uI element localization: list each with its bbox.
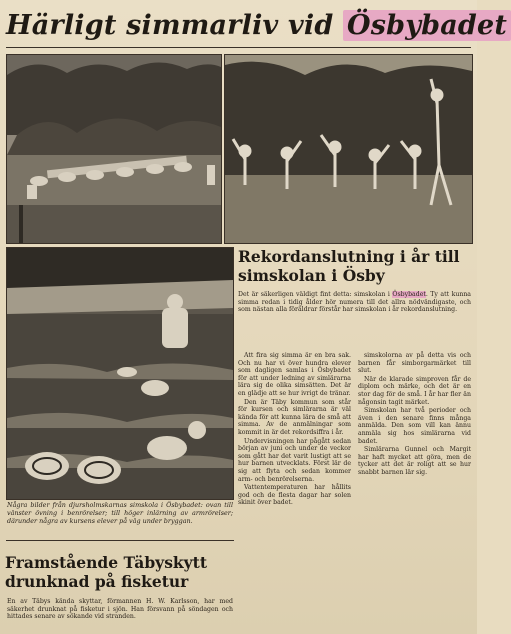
headline <box>6 6 508 46</box>
side-article-body: En av Täbys kända skyttar, förmannen H. W. Karlsson, har med säkerhet drunknat på fisketur i sjön. Han försvann på söndagen och hittades senare av sökande vid stranden. <box>7 598 233 621</box>
headline-highlight: Ösbybadet <box>343 10 511 41</box>
lead-text-before: Det är säkerligen väldigt fint detta: simskolan i <box>238 291 393 298</box>
article-column-2 <box>358 352 471 478</box>
side-article-title: Framstående Täbyskytt drunknad på fisketur <box>5 553 207 591</box>
paragraph: Vattentemperaturen har hållits god och de flesta dagar har solen skinit över badet. <box>238 484 351 507</box>
paragraph: Att fira sig simma är en bra sak. Och nu har vi över hundra elever som dagligen samlas i Ösbybadet för att under ledning av simlärarna lära sig de olika simsätten. Det är en glädje att se hur ivrigt de tränar. <box>238 352 351 397</box>
article-column-1 <box>238 352 351 508</box>
headline-rule <box>6 47 471 48</box>
caption-rule <box>6 540 234 541</box>
paragraph: Simlärarna Gunnel och Margit har haft mycket att göra, men de tycker att det är roligt att se hur snabbt barnen lär sig. <box>358 446 471 476</box>
article-lead <box>238 291 471 314</box>
paragraph: Simskolan har två perioder och även i den senare finns många anmälda. Den som vill kan ännu anmäla sig hos simlärarna vid badet. <box>358 407 471 445</box>
paragraph: Undervisningen har pågått sedan början av juni och under de veckor som gått har det varit lustigt att se hur barnen utvecklats. Först lär de sig att flyta och sedan kommer arm- och benrörelserna. <box>238 437 351 483</box>
photo-caption: Några bilder från djursholmskarnas simskola i Ösbybadet: ovan till vänster övning i benrörelser; till höger inlärning av armrörelser; därunder några av kursens elever på väg under bryggan. <box>7 501 233 526</box>
photo-arm-exercises <box>224 54 473 244</box>
paragraph: När de klarade simproven får de diplom och märke, och det är en stor dag för de små. I år har fler än någonsin tagit märket. <box>358 375 471 406</box>
article-title: Rekordanslutning i år till simskolan i Ösby <box>238 247 460 285</box>
lead-highlight: Ösbybadet <box>392 291 426 298</box>
photo-swimmers <box>6 247 234 500</box>
paragraph: Den är Täby kommun som står för kursen och simlärarna är väl kända för att kunna lära de små att simma. Av de anmälningar som kommit in är det rekordsiffra i år. <box>238 398 351 436</box>
photo-leg-exercises <box>6 54 222 244</box>
paragraph: simskolorna av på detta vis och barnen får simborgarmärket till slut. <box>358 352 471 375</box>
headline-text: Härligt simmarliv vid <box>6 10 344 41</box>
lead-text-after: . Ty att kunna simma redan i tidig ålder hör numera till det allra nödvändigaste, och som nästan alla föräldrar förstår har simskolan i år rekordanslutning. <box>238 291 471 314</box>
